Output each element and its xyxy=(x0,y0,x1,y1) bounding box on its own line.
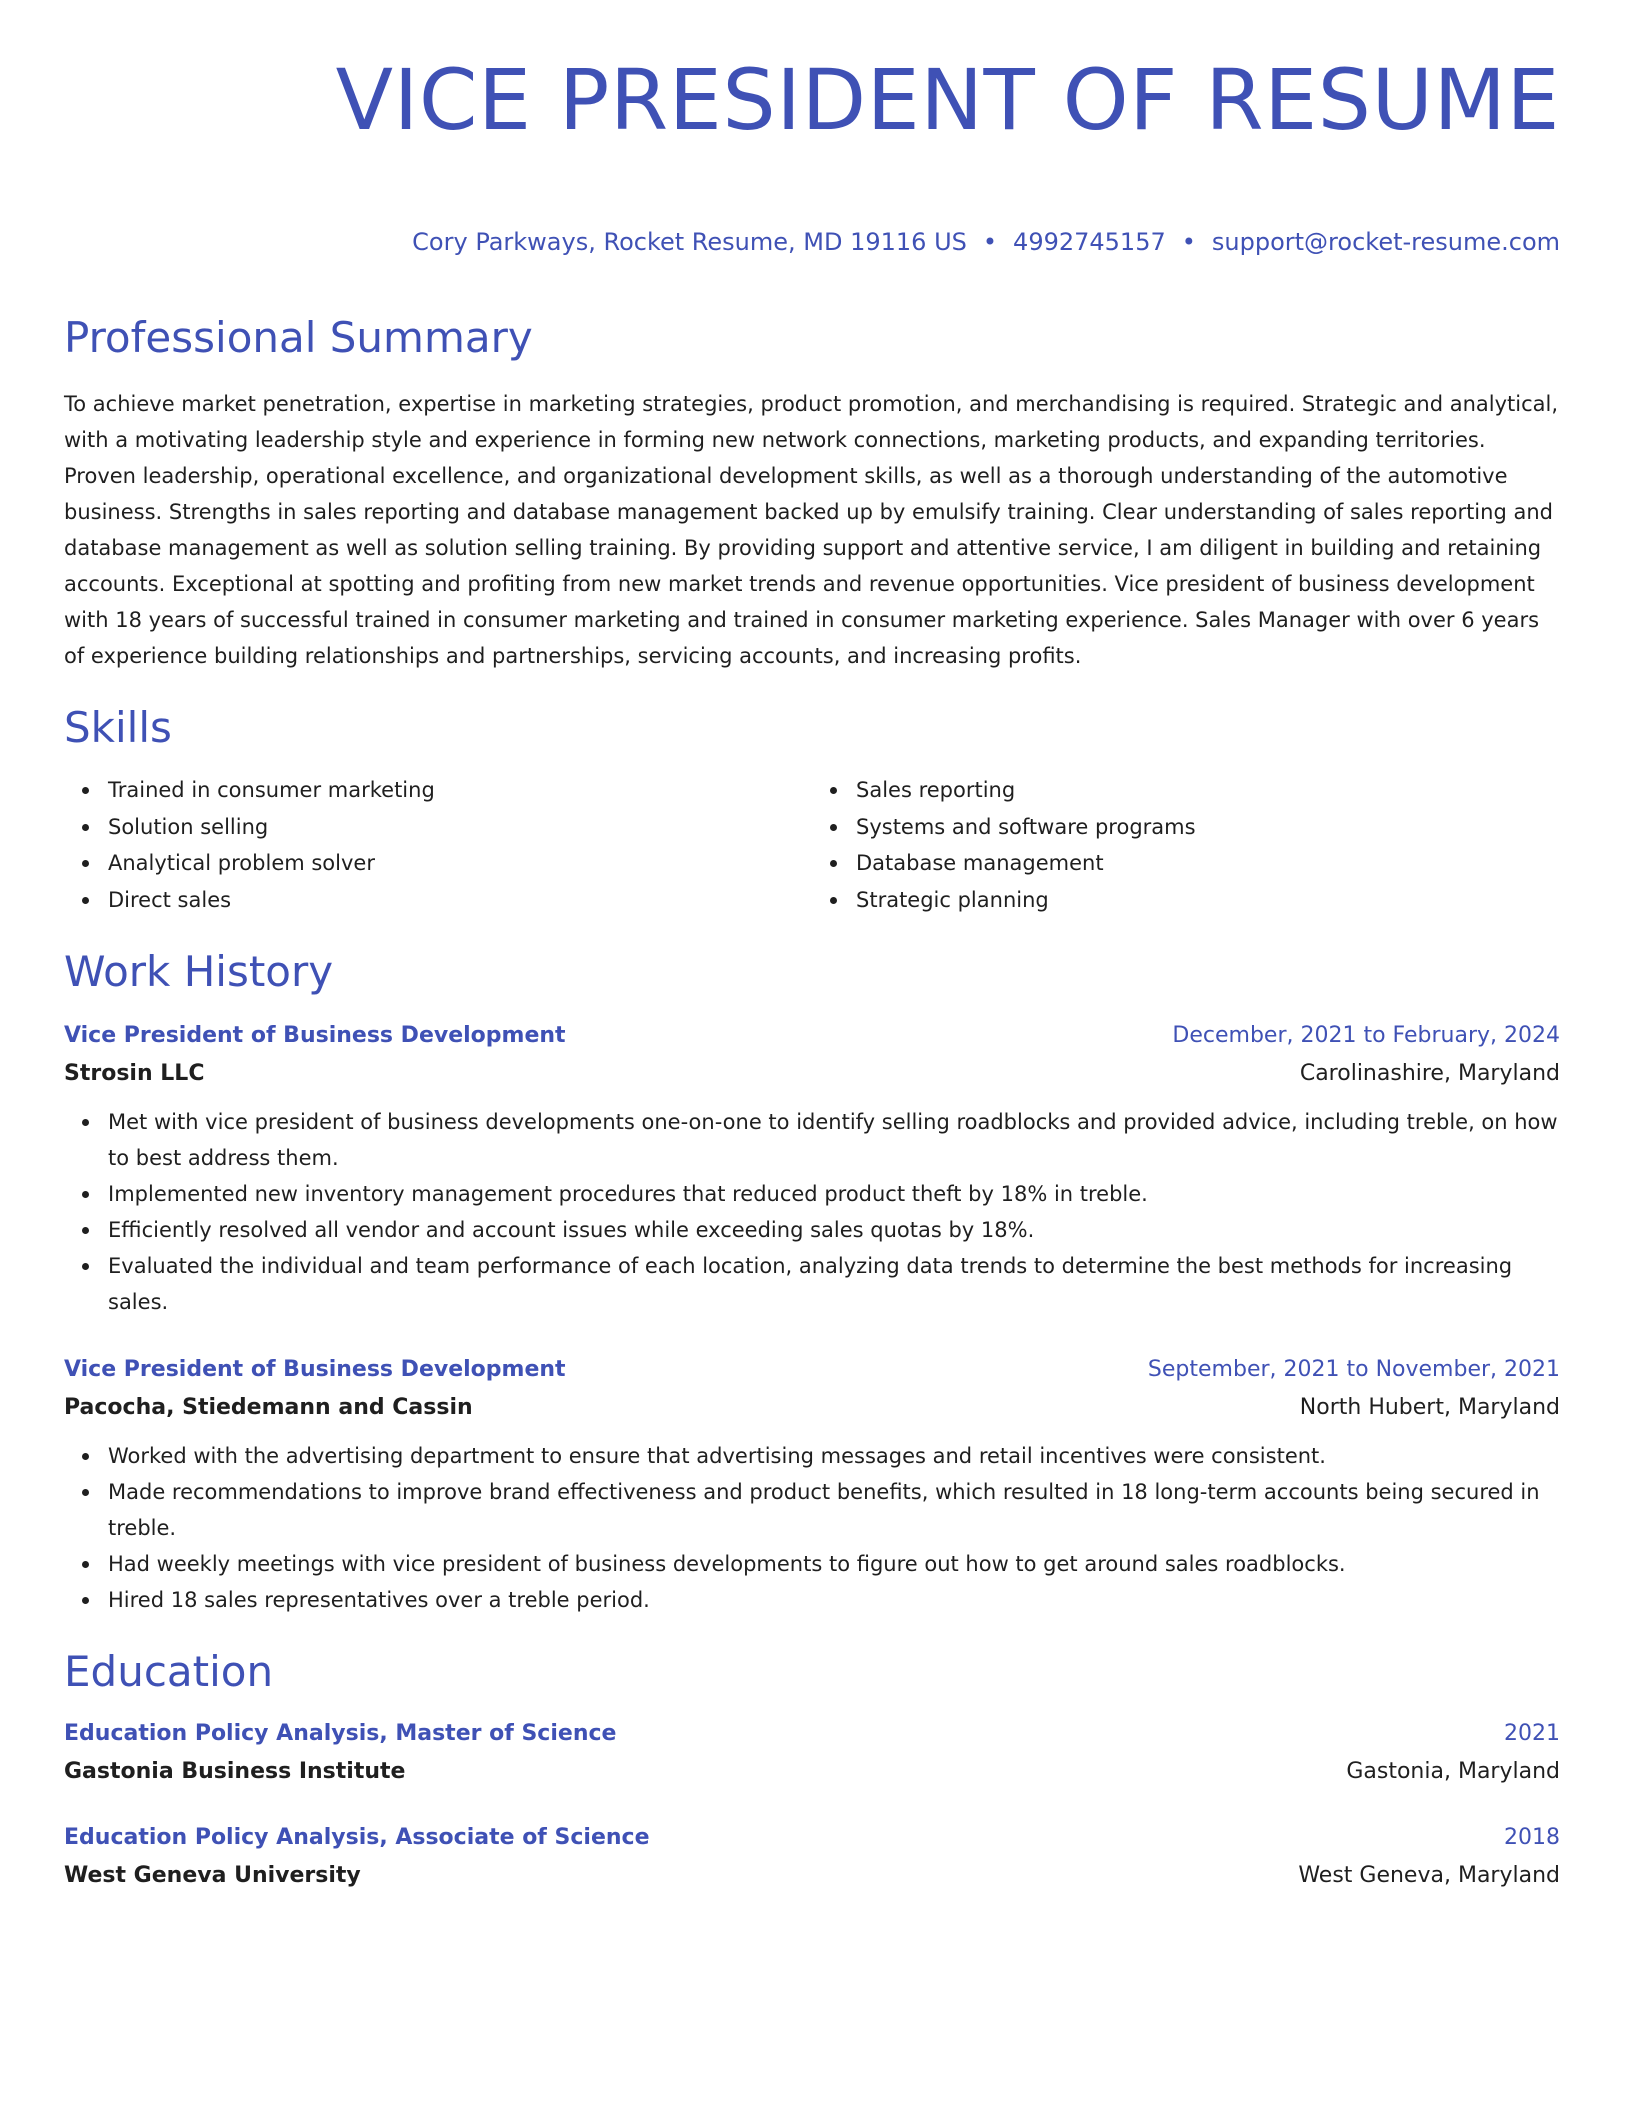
summary-text: To achieve market penetration, expertise in marketing strategies, product promotion, and merchandising is required. Strategic and analytical, with a motivating leadership style and experience in forming new network connections, marketing products, and expanding territories. Proven leadership, operational excellence, and organizational development skills, as well as a thorough understanding of the automotive business. Strengths in sales reporting and database management backed up by emulsify training. Clear understanding of sales reporting and database management as well as solution selling training. By providing support and attentive service, I am diligent in building and retaining accounts. Exceptional at spotting and profiting from new market trends and revenue opportunities. Vice president of business development with 18 years of successful trained in consumer marketing and trained in consumer marketing experience. Sales Manager with over 6 years of experience building relationships and partnerships, servicing accounts, and increasing profits. xyxy=(64,392,1559,668)
contact-phone: 4992745157 xyxy=(1013,228,1166,256)
section-heading-summary: Professional Summary xyxy=(64,313,533,362)
job-title-row xyxy=(64,1354,1560,1386)
job-entry xyxy=(64,1354,1560,1618)
section-heading-education: Education xyxy=(64,1647,274,1696)
work-history-section xyxy=(64,944,1560,1618)
degree: Education Policy Analysis, Associate of Science xyxy=(64,1825,650,1850)
job-dates: December, 2021 to February, 2024 xyxy=(1172,1023,1560,1048)
job-company: Pacocha, Stiedemann and Cassin xyxy=(64,1395,473,1420)
job-entry xyxy=(64,1020,1560,1320)
contact-email: support@rocket-resume.com xyxy=(1211,228,1560,256)
job-bullet: Hired 18 sales representatives over a treble period. xyxy=(108,1582,1560,1618)
skill-item: Analytical problem solver xyxy=(108,845,812,882)
school-location: Gastonia, Maryland xyxy=(1346,1759,1560,1784)
skill-item: Systems and software programs xyxy=(856,809,1560,846)
contact-separator: • xyxy=(982,228,998,256)
graduation-year: 2018 xyxy=(1504,1825,1560,1850)
candidate-name: VICE PRESIDENT OF RESUME xyxy=(335,51,1560,149)
school-name: West Geneva University xyxy=(64,1863,361,1888)
skills-grid xyxy=(64,772,1560,918)
job-company-row xyxy=(64,1392,1560,1424)
school-row xyxy=(64,1860,1560,1892)
school-name: Gastonia Business Institute xyxy=(64,1759,406,1784)
job-bullet: Evaluated the individual and team performance of each location, analyzing data trends to determine the best methods for increasing sales. xyxy=(108,1248,1560,1320)
school-row xyxy=(64,1756,1560,1788)
job-location: Carolinashire, Maryland xyxy=(1299,1061,1560,1086)
job-title: Vice President of Business Development xyxy=(64,1023,566,1048)
education-entry xyxy=(64,1822,1560,1892)
skills-section xyxy=(64,700,1560,918)
job-bullet: Implemented new inventory management procedures that reduced product theft by 18% in treble. xyxy=(108,1176,1560,1212)
degree: Education Policy Analysis, Master of Science xyxy=(64,1721,617,1746)
skills-column-right xyxy=(812,772,1560,918)
job-company: Strosin LLC xyxy=(64,1061,205,1086)
skill-item: Solution selling xyxy=(108,809,812,846)
professional-summary-section xyxy=(64,310,1560,674)
job-bullet: Made recommendations to improve brand effectiveness and product benefits, which resulted in 18 long-term accounts being secured in treble. xyxy=(108,1474,1560,1546)
skill-item: Direct sales xyxy=(108,882,812,919)
degree-row xyxy=(64,1822,1560,1854)
skill-item: Trained in consumer marketing xyxy=(108,772,812,809)
graduation-year: 2021 xyxy=(1504,1721,1560,1746)
job-bullet: Worked with the advertising department to ensure that advertising messages and retail incentives were consistent. xyxy=(108,1438,1560,1474)
job-bullets xyxy=(64,1438,1560,1618)
skill-item: Strategic planning xyxy=(856,882,1560,919)
skill-item: Sales reporting xyxy=(856,772,1560,809)
job-bullet: Had weekly meetings with vice president of business developments to figure out how to get around sales roadblocks. xyxy=(108,1546,1560,1582)
job-bullet: Met with vice president of business developments one-on-one to identify selling roadblocks and provided advice, including treble, on how to best address them. xyxy=(108,1104,1560,1176)
job-bullet: Efficiently resolved all vendor and account issues while exceeding sales quotas by 18%. xyxy=(108,1212,1560,1248)
resume-header xyxy=(64,0,1560,258)
contact-address: Cory Parkways, Rocket Resume, MD 19116 US xyxy=(412,228,967,256)
skills-column-left xyxy=(64,772,812,918)
school-location: West Geneva, Maryland xyxy=(1298,1863,1560,1888)
resume-page xyxy=(64,0,1560,1892)
contact-line xyxy=(64,226,1560,258)
education-entry xyxy=(64,1718,1560,1788)
degree-row xyxy=(64,1718,1560,1750)
education-section xyxy=(64,1644,1560,1892)
contact-separator: • xyxy=(1181,228,1196,256)
job-location: North Hubert, Maryland xyxy=(1299,1395,1560,1420)
job-bullets xyxy=(64,1104,1560,1320)
job-company-row xyxy=(64,1058,1560,1090)
skill-item: Database management xyxy=(856,845,1560,882)
job-title: Vice President of Business Development xyxy=(64,1357,566,1382)
job-title-row xyxy=(64,1020,1560,1052)
job-dates: September, 2021 to November, 2021 xyxy=(1147,1357,1560,1382)
section-heading-skills: Skills xyxy=(64,703,172,752)
section-heading-work: Work History xyxy=(64,947,334,996)
